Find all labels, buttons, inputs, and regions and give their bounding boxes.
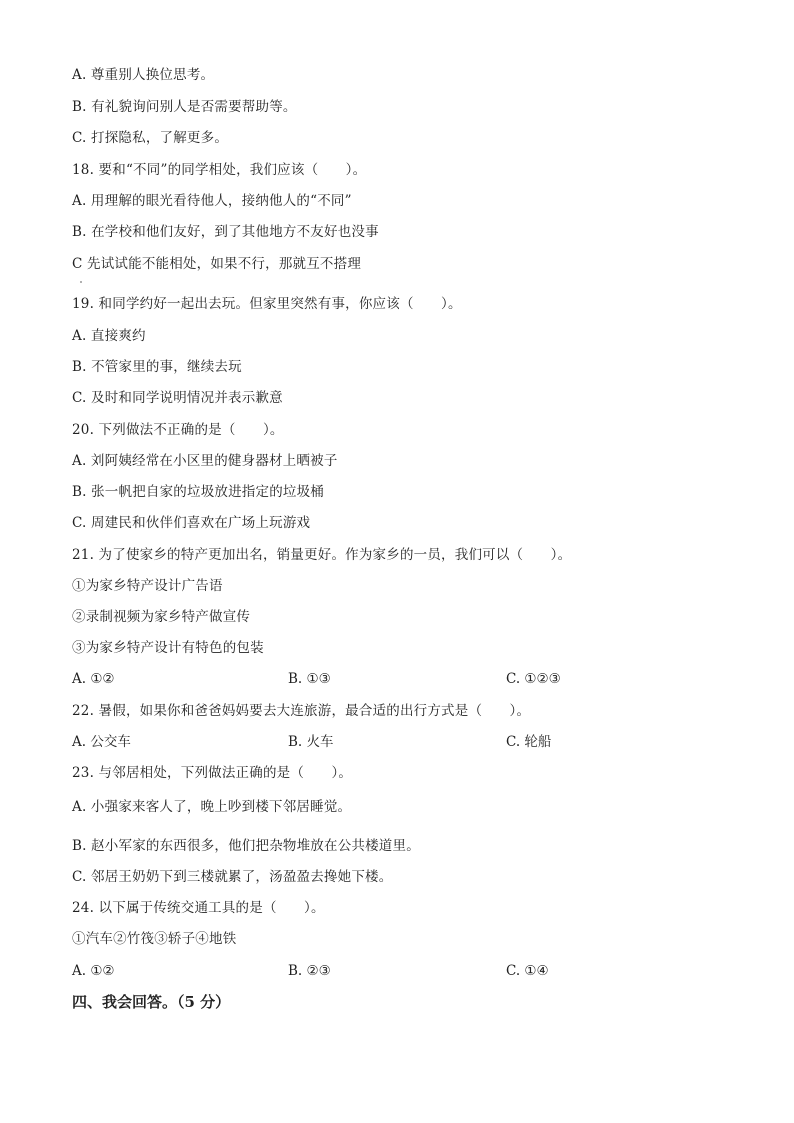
q20-option-c: C. 周建民和伙伴们喜欢在广场上玩游戏 xyxy=(72,515,311,531)
q21-item-1: ①为家乡特产设计广告语 xyxy=(72,578,223,594)
q17-option-c: C. 打探隐私，了解更多。 xyxy=(72,130,229,146)
q23-stem: 23. 与邻居相处，下列做法正确的是（ ）。 xyxy=(72,765,353,781)
q20-option-a: A. 刘阿姨经常在小区里的健身器材上晒被子 xyxy=(72,453,338,469)
q21-option-a: A. ①② xyxy=(72,671,115,687)
q22-option-b: B. 火车 xyxy=(288,734,334,750)
q21-item-3: ③为家乡特产设计有特色的包装 xyxy=(72,640,264,656)
q18-option-c: C 先试试能不能相处，如果不行，那就互不搭理 xyxy=(72,256,362,272)
section-heading: 四、我会回答。（5 分） xyxy=(72,993,231,1011)
q22-option-c: C. 轮船 xyxy=(506,734,552,750)
q24-option-b: B. ②③ xyxy=(288,963,331,979)
q20-stem: 20. 下列做法不正确的是（ ）。 xyxy=(72,422,284,438)
q22-option-a: A. 公交车 xyxy=(72,734,131,750)
q19-option-a: A. 直接爽约 xyxy=(72,328,146,344)
q24-stem: 24. 以下属于传统交通工具的是（ ）。 xyxy=(72,900,325,916)
stray-mark xyxy=(80,281,82,283)
q17-option-b: B. 有礼貌询问别人是否需要帮助等。 xyxy=(72,99,297,115)
q17-option-a: A. 尊重别人换位思考。 xyxy=(72,67,215,83)
q24-option-c: C. ①④ xyxy=(506,963,549,979)
q18-option-a: A. 用理解的眼光看待他人，接纳他人的“不同” xyxy=(72,193,352,209)
q21-option-c: C. ①②③ xyxy=(506,671,561,687)
q23-option-c: C. 邻居王奶奶下到三楼就累了，汤盈盈去搀她下楼。 xyxy=(72,869,393,885)
q24-items: ①汽车②竹筏③轿子④地铁 xyxy=(72,931,237,947)
q18-option-b: B. 在学校和他们友好，到了其他地方不友好也没事 xyxy=(72,224,379,240)
q20-option-b: B. 张一帆把自家的垃圾放进指定的垃圾桶 xyxy=(72,484,325,500)
q19-option-b: B. 不管家里的事，继续去玩 xyxy=(72,359,242,375)
q21-stem: 21. 为了使家乡的特产更加出名，销量更好。作为家乡的一员，我们可以（ ）。 xyxy=(72,547,572,563)
q23-option-a: A. 小强家来客人了，晚上吵到楼下邻居睡觉。 xyxy=(72,799,352,815)
q24-option-a: A. ①② xyxy=(72,963,115,979)
q21-option-b: B. ①③ xyxy=(288,671,331,687)
q18-stem: 18. 要和“不同”的同学相处，我们应该（ ）。 xyxy=(72,162,367,178)
q21-item-2: ②录制视频为家乡特产做宣传 xyxy=(72,609,251,625)
q23-option-b: B. 赵小军家的东西很多，他们把杂物堆放在公共楼道里。 xyxy=(72,838,420,854)
q19-option-c: C. 及时和同学说明情况并表示歉意 xyxy=(72,390,283,406)
q22-stem: 22. 暑假，如果你和爸爸妈妈要去大连旅游，最合适的出行方式是（ ）。 xyxy=(72,703,531,719)
q19-stem: 19. 和同学约好一起出去玩。但家里突然有事，你应该（ ）。 xyxy=(72,296,462,312)
